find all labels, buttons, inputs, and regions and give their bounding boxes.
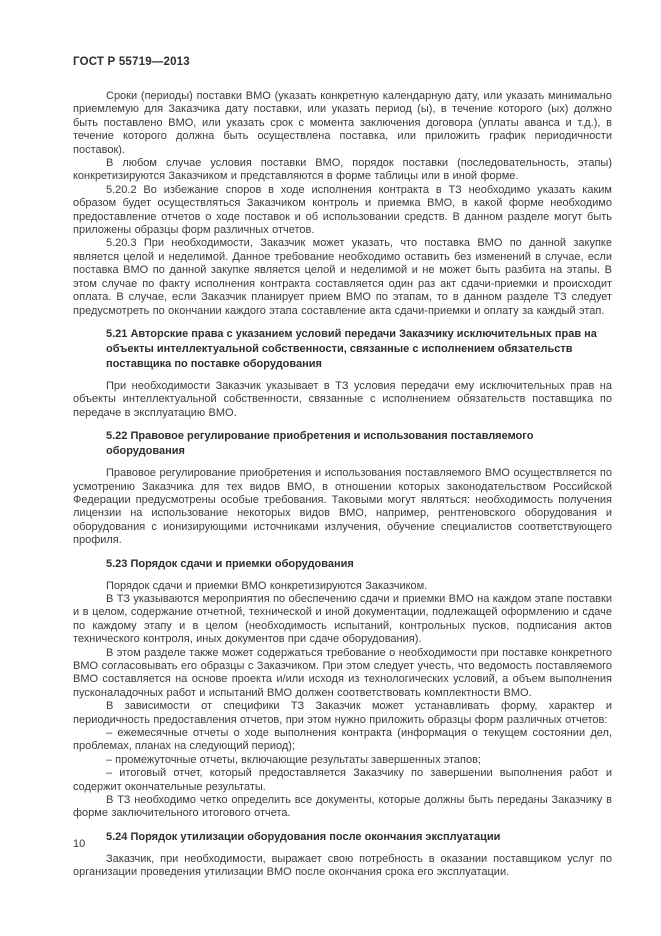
paragraph-5-20-3: 5.20.3 При необходимости, Заказчик может указать, что поставка ВМО по данной закупке является целой и неделимой. Данное требование необходимо оставить без изменений в случае, если поставка ВМО по данной закупке является целой и неделимой и не может быть разбита на этапы. В этом случае по факту исполнения контракта составляется один раз акт сдачи-приемки и происходит оплата. В случае, если Заказчик планирует прием ВМО по этапам, то в данном разделе ТЗ следует предусмотреть по окончании каждого этапа составление акта сдачи-приемки и оплату за каждый этап. — [73, 237, 612, 317]
list-item-monthly-reports: – ежемесячные отчеты о ходе выполнения контракта (информация о текущем состоянии дел, проблемах, планах на следующий период); — [73, 727, 612, 753]
paragraph-delivery-terms: Сроки (периоды) поставки ВМО (указать конкретную календарную дату, или указать минимально приемлемую для Заказчика дату поставки, или указать период (ы), в течение которого (ых) должно быть поставлено ВМО, или указать срок с момента заключения договора (уплаты аванса и т.д.), в течение которого должна быть осуществлена поставка, или приложить график периодичности поставок). — [73, 90, 612, 156]
paragraph-5-24: Заказчик, при необходимости, выражает свою потребность в оказании поставщиком услуг по организации проведения утилизации ВМО после окончания срока его эксплуатации. — [73, 852, 612, 879]
section-heading-5-21: 5.21 Авторские права с указанием условий передачи Заказчику исключительных прав на объекты интеллектуальной собственности, связанные с исполнением обязательств поставщика по поставке оборудования — [106, 327, 597, 370]
paragraph-5-23-reports: В зависимости от специфики ТЗ Заказчик может устанавливать форму, характер и периодичность предоставления отчетов, при этом нужно приложить образцы форм различных отчетов: — [73, 700, 612, 726]
doc-code-header: ГОСТ Р 55719—2013 — [73, 56, 190, 68]
section-heading-5-23: 5.23 Порядок сдачи и приемки оборудования — [106, 557, 354, 570]
paragraph-5-23-samples: В этом разделе также может содержаться требование о необходимости при поставке конкретного ВМО согласовывать его образцы с Заказчиком. При этом следует учесть, что ведомость поставляемого ВМО составляется на основе проекта и/или исходя из технологических условий, а объем выполнения пусконаладочных работ и испытаний ВМО должен соответствовать комплектности ВМО. — [73, 646, 612, 699]
page-number: 10 — [73, 838, 86, 850]
paragraph-5-21: При необходимости Заказчик указывает в ТЗ условия передачи ему исключительных прав на объекты интеллектуальной собственности, связанные с исполнением обязательств поставщика по передаче в эксплуатацию ВМО. — [73, 379, 612, 419]
document-content — [73, 90, 612, 880]
paragraph-5-23-measures: В ТЗ указываются мероприятия по обеспечению сдачи и приемки ВМО на каждом этапе поставки и в целом, содержание отчетной, технической и иной документации, подлежащей оформлению и сдаче по каждому этапу и в целом (необходимость испытаний, контрольных пусков, подписания актов технического контроля, иных документов при сдаче оборудования). — [73, 592, 612, 646]
paragraph-delivery-form: В любом случае условия поставки ВМО, порядок поставки (последовательность, этапы) конкретизируются Заказчиком и представляются в форме таблицы или в иной форме. — [73, 157, 612, 183]
section-heading-5-24: 5.24 Порядок утилизации оборудования после окончания эксплуатации — [106, 830, 501, 843]
paragraph-5-23-docs: В ТЗ необходимо четко определить все документы, которые должны быть переданы Заказчику в форме заключительного итогового отчета. — [73, 794, 612, 820]
paragraph-5-23-intro: Порядок сдачи и приемки ВМО конкретизируются Заказчиком. — [106, 579, 428, 592]
paragraph-5-22: Правовое регулирование приобретения и использования поставляемого ВМО осуществляется по усмотрению Заказчика для тех видов ВМО, в отношении которых законодательством Российской Федерации предусмотрены особые требования. Таковыми могут являться: необходимость получения лицензии на использование некоторых видов ВМО, например, рентгеновского оборудования и оборудования с ионизирующими источниками излучения, обучение специалистов соответствующего профиля. — [73, 467, 612, 547]
list-item-interim-reports: – промежуточные отчеты, включающие результаты завершенных этапов; — [106, 753, 482, 766]
list-item-final-report: – итоговый отчет, который предоставляется Заказчику по завершении выполнения работ и содержит окончательные результаты. — [73, 767, 612, 793]
section-heading-5-22: 5.22 Правовое регулирование приобретения и использования поставляемого оборудования — [106, 430, 534, 458]
paragraph-5-20-2: 5.20.2 Во избежание споров в ходе исполнения контракта в ТЗ необходимо указать каким образом будет осуществляться Заказчиком контроль и приемка ВМО, в какой форме необходимо предоставление отчетов о ходе поставок и об использовании средств. В данном разделе могут быть приложены образцы форм различных отчетов. — [73, 183, 612, 237]
